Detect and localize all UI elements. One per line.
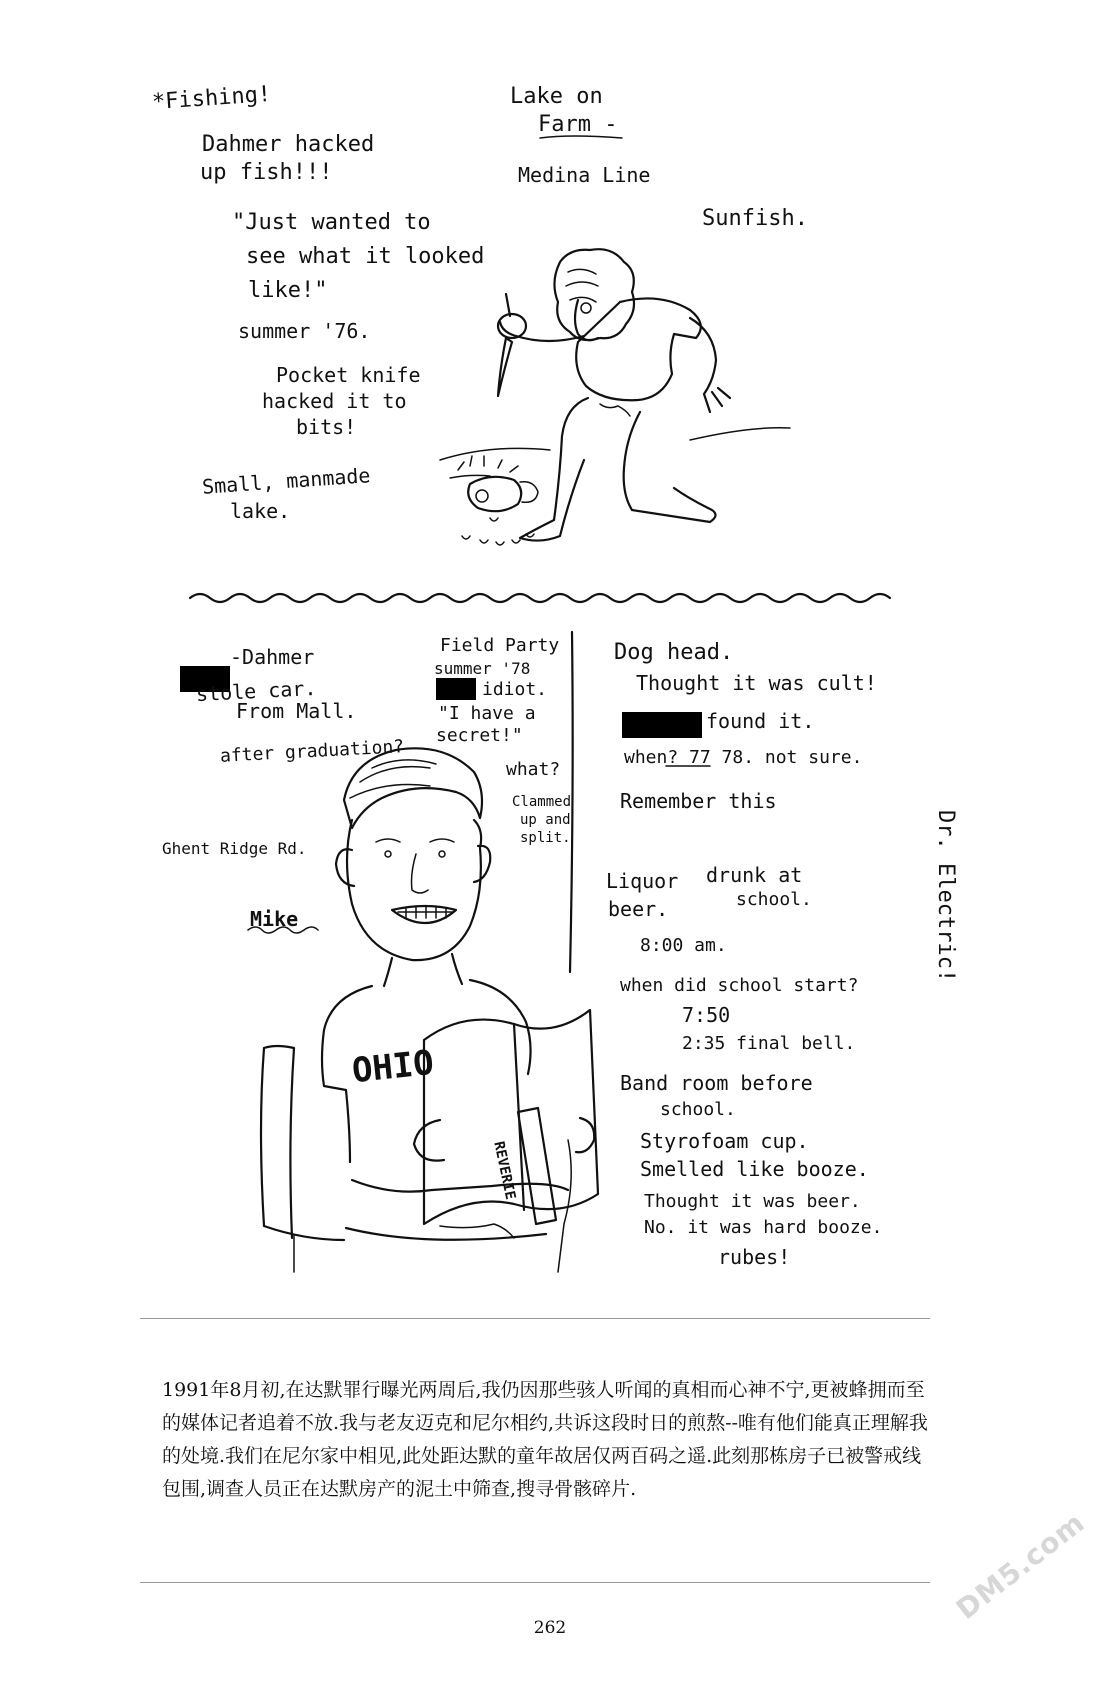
redaction-bar-2 xyxy=(436,678,476,700)
note-hard-booze: No. it was hard booze. xyxy=(644,1217,883,1238)
note-clammed-2: up and xyxy=(520,812,571,828)
note-fishing: *Fishing! xyxy=(151,81,272,116)
note-from-mall: From Mall. xyxy=(236,699,357,723)
note-secret-1: "I have a xyxy=(438,703,536,724)
note-secret-2: secret!" xyxy=(436,725,523,746)
note-smelled-booze: Smelled like booze. xyxy=(640,1157,869,1181)
note-what: what? xyxy=(506,759,561,780)
note-field-party: Field Party xyxy=(440,635,560,656)
note-when-sure: when? 77 78. not sure. xyxy=(624,747,863,768)
note-idiot: idiot. xyxy=(482,679,548,700)
note-summer-76: summer '76. xyxy=(238,319,371,343)
caption-paragraph: 1991年8月初,在达默罪行曝光两周后,我仍因那些骇人听闻的真相而心神不宁,更被蜂拥而至的媒体记者追着不放.我与老友迈克和尼尔相约,共诉这段时日的煎熬--唯有他们能真正理解我的处境.我们在尼尔家中相见,此处距达默的童年故居仅两百码之遥.此刻那栋房子已被警戒线包围,调查人员正在达默房产的泥土中筛查,搜寻骨骸碎片. xyxy=(162,1379,928,1500)
note-clammed-3: split. xyxy=(520,830,571,846)
note-thought-cult: Thought it was cult! xyxy=(636,671,877,695)
note-quote-2: see what it looked xyxy=(246,244,485,269)
note-quote-1: "Just wanted to xyxy=(232,210,431,235)
note-medina-line: Medina Line xyxy=(518,163,651,187)
note-band-room-2: school. xyxy=(660,1099,736,1120)
note-dahmer-hacked-1: Dahmer hacked xyxy=(202,132,375,157)
note-farm: Farm - xyxy=(538,112,618,137)
note-rubes: rubes! xyxy=(718,1245,791,1269)
note-clammed-1: Clammed xyxy=(512,794,572,810)
note-pocket-3: bits! xyxy=(296,415,357,439)
note-dr-electric: Dr. Electric! xyxy=(933,810,958,983)
redaction-bar-3 xyxy=(622,712,702,738)
kneeling-figure-drawing xyxy=(440,249,790,545)
note-beer: beer. xyxy=(608,897,669,921)
note-8am: 8:00 am. xyxy=(640,935,727,956)
top-divider-rule xyxy=(140,1318,930,1319)
note-dog-head: Dog head. xyxy=(614,640,734,665)
note-dahmer-hacked-2: up fish!!! xyxy=(200,160,333,185)
panel-divider-wave xyxy=(190,594,890,602)
note-styrofoam: Styrofoam cup. xyxy=(640,1129,809,1153)
note-when-school-start: when did school start? xyxy=(620,975,859,996)
note-quote-3: like!" xyxy=(248,278,328,303)
note-750: 7:50 xyxy=(682,1003,731,1027)
bottom-divider-rule xyxy=(140,1582,930,1583)
note-small-lake-2: lake. xyxy=(230,499,291,523)
note-drunk-at: drunk at xyxy=(706,863,803,887)
note-found-it: found it. xyxy=(706,709,815,733)
note-dahmer-stole-2: stole car. xyxy=(195,675,317,707)
note-pocket-2: hacked it to xyxy=(262,389,407,413)
note-dahmer-stole-1: -Dahmer xyxy=(230,645,315,669)
note-remember-this: Remember this xyxy=(620,789,777,813)
note-summer-78: summer '78 xyxy=(434,659,531,678)
note-ghent-ridge: Ghent Ridge Rd. xyxy=(162,839,307,858)
magazine-title: REVERIE xyxy=(490,1140,519,1202)
note-lake-on: Lake on xyxy=(510,84,603,109)
note-pocket-1: Pocket knife xyxy=(276,363,421,387)
note-sunfish: Sunfish. xyxy=(702,206,808,231)
note-band-room-1: Band room before xyxy=(620,1071,813,1095)
note-after-graduation: after graduation? xyxy=(219,736,405,767)
note-235-bell: 2:35 final bell. xyxy=(682,1033,856,1054)
shirt-lettering: OHIO xyxy=(350,1042,436,1092)
caption-text-block xyxy=(162,1374,932,1506)
note-school: school. xyxy=(736,889,812,910)
note-small-lake-1: Small, manmade xyxy=(201,463,372,499)
note-thought-beer: Thought it was beer. xyxy=(644,1191,861,1212)
note-mike: Mike xyxy=(250,907,299,931)
watermark-logo: DM5.com xyxy=(950,1505,1092,1627)
note-liquor: Liquor xyxy=(606,869,679,893)
page-number: 262 xyxy=(533,1618,567,1638)
